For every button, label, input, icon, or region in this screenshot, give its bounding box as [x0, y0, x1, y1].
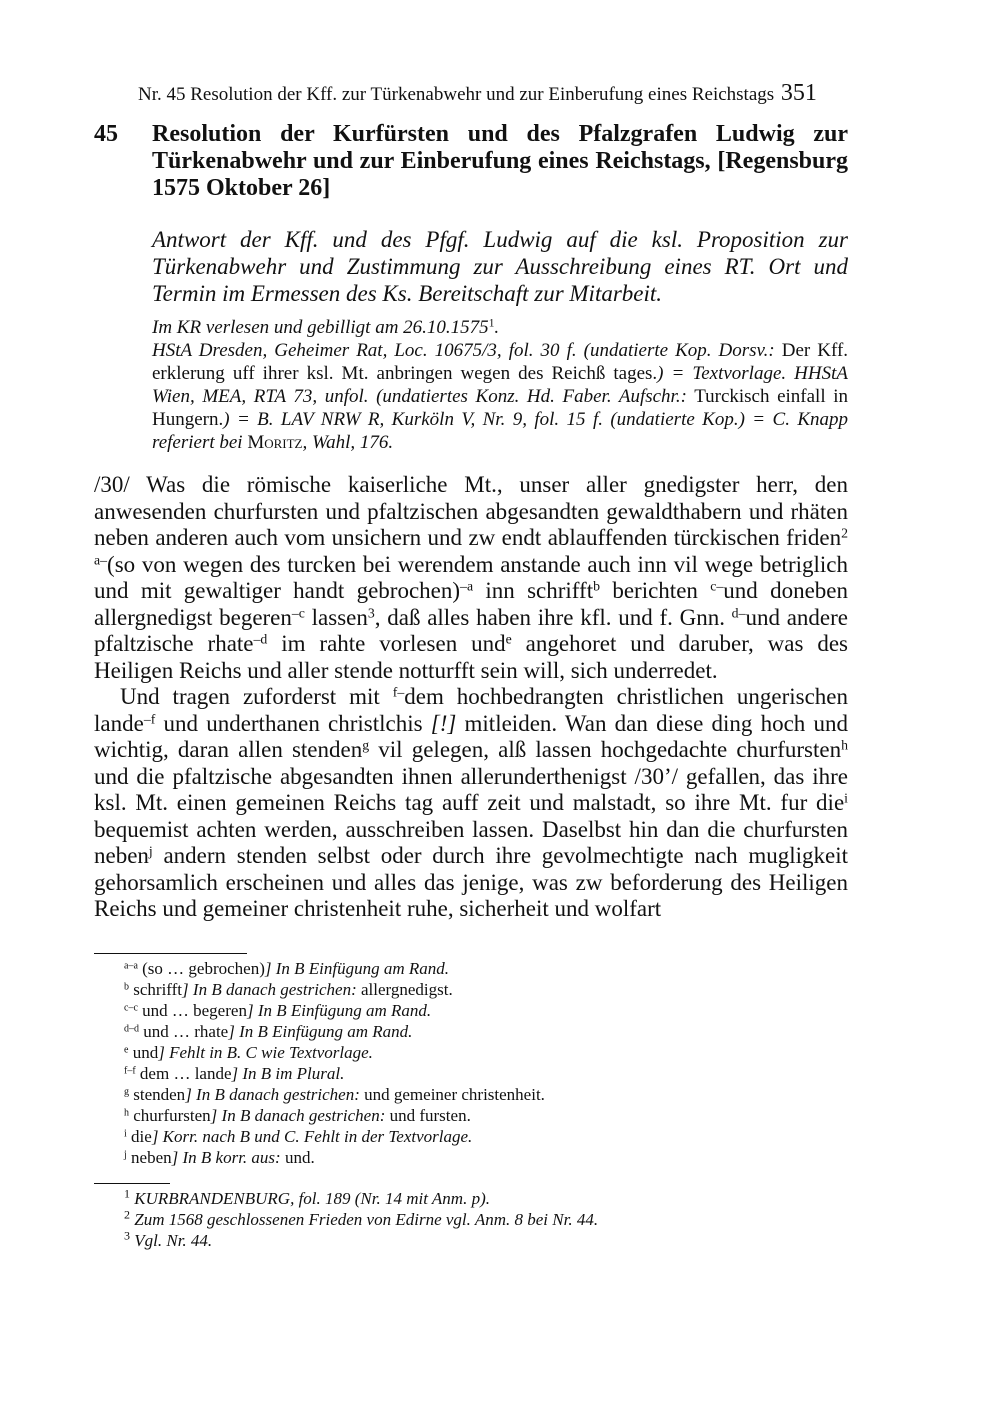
apparatus-note: $^{f-f}$ dem … lande] In B im Plural. [124, 1064, 345, 1083]
apparatus-note: $^{c-c}$ und … begeren] In B Einfügung am Rand. [124, 1001, 432, 1020]
apparatus-mark: i [844, 790, 848, 806]
footnote-ref: 2 [841, 525, 848, 541]
apparatus-mark: f– [392, 684, 405, 700]
page-number: 351 [780, 80, 817, 106]
text-apparatus [124, 958, 848, 1168]
apparatus-mark: b [593, 578, 601, 594]
footnote-rule [94, 1183, 170, 1184]
footnote: $^2$ Zum 1568 geschlossenen Frieden von Edirne vgl. Anm. 8 bei Nr. 44. [124, 1207, 599, 1229]
apparatus-mark: h [841, 737, 848, 753]
apparatus-mark: –a [460, 578, 474, 594]
paragraph-1: /30/ Was die römische kaiserliche Mt., unser aller gnedigster herr, den anwesenden churfursten und pfaltzischen abgesandten gewaldthabern und rhäten neben anderen auch vom unsichern und zw endt ablauffenden türckischen friden$^2$ $^{a-}$(so von wegen des turcken bei werendem anstande auch inn vil wege betriglich und mit gewaltiger handt gebrochen)$^{-a}$ inn schrifft$^b$ berichten $^{c-}$und doneben allergnedigst begeren$^{-c}$ lassen$^3$, daß alles haben ihre kfl. und f. Gnn. $^{d-}$und andere pfaltzische rhate$^{-d}$ im rahte vorlesen und$^e$ angehoret und daruber, was des Heiligen Reichs und aller stende notturfft sein will, sich underredet. [94, 472, 848, 683]
footnotes [124, 1188, 848, 1251]
sic-mark: [!] [430, 710, 457, 736]
apparatus-mark: e [505, 631, 512, 647]
apparatus-note: $^b$ schrifft] In B danach gestrichen: allergnedigst. [124, 980, 453, 999]
running-head-title: Nr. 45 Resolution der Kff. zur Türkenabwehr und zur Einberufung eines Reichstags [138, 84, 775, 105]
footnote-ref: 3 [367, 604, 375, 620]
paragraph-2: Und tragen zuforderst mit $^{f-}$dem hochbedrangten christlichen ungerischen lande$^{-f}$ und underthanen christlchis [!] mitleiden. Wan dan diese ding hoch und wichtig, daran allen stenden$^g$ vil gelegen, alß lassen hochgedachte churfursten$^h$ und die pfaltzische abgesandten ihnen allerunderthenigst /30’/ gefallen, das ihre ksl. Mt. einen gemeinen Reichs tag auff zeit und malstadt, so ihre Mt. fur die$^i$ bequemist achten werden, ausschreiben lassen. Daselbst hin dan die churfursten neben$^j$ andern stenden selbst oder durch ihre gevolmechtigte nach mugligkeit gehorsamlich erscheinen und alles das jenige, was zw beforderung des Heiligen Reichs und gemeiner christenheit ruhe, sicherheit und wolfart [94, 684, 849, 921]
apparatus-note: $^j$ neben] In B korr. aus: und. [124, 1148, 315, 1167]
apparatus-mark: d– [731, 604, 746, 620]
apparatus-note: $^g$ stenden] In B danach gestrichen: und gemeiner christenheit. [124, 1085, 545, 1104]
main-text [94, 472, 848, 923]
document-number: 45 [94, 121, 118, 147]
apparatus-mark: –d [253, 631, 268, 647]
apparatus-mark: –f [143, 710, 156, 726]
apparatus-note: $^{a-a}$ (so … gebrochen)] In B Einfügung am Rand. [124, 959, 450, 978]
regest: Antwort der Kff. und des Pfgf. Ludwig auf die ksl. Proposition zur Türkenabwehr und Zustimmung zur Ausschreibung eines RT. Ort und Termin im Ermessen des Ks. Bereitschaft zur Mitarbeit. [152, 227, 848, 306]
footnote: $^3$ Vgl. Nr. 44. [124, 1228, 213, 1250]
apparatus-note: $^{d-d}$ und … rhate] In B Einfügung am Rand. [124, 1022, 413, 1041]
apparatus-note: $^h$ churfursten] In B danach gestrichen: und fursten. [124, 1106, 471, 1125]
running-head [138, 76, 848, 112]
apparatus-mark: c– [710, 578, 724, 594]
sources-reading-line: Im KR verlesen und gebilligt am 26.10.1575$^1$. [152, 317, 500, 338]
apparatus-mark: –c [291, 604, 305, 620]
apparatus-note: $^e$ und] Fehlt in B. C wie Textvorlage. [124, 1043, 373, 1062]
footnote-ref: 1 [488, 317, 495, 330]
sources-block [152, 316, 848, 454]
apparatus-note: $^i$ die] Korr. nach B und C. Fehlt in der Textvorlage. [124, 1127, 473, 1146]
footnote: $^1$ KURBRANDENBURG, fol. 189 (Nr. 14 mit Anm. p). [124, 1186, 490, 1208]
apparatus-mark: j [148, 843, 153, 859]
document-title: Resolution der Kurfürsten und des Pfalzgrafen Ludwig zur Türkenabwehr und zur Einberufung eines Reichstags, [Regensburg 1575 Oktober 26] [152, 121, 848, 201]
apparatus-mark: a– [94, 551, 108, 567]
apparatus-mark: g [362, 737, 370, 753]
sources-references: HStA Dresden, Geheimer Rat, Loc. 10675/3, fol. 30 f. (undatierte Kop. Dorsv.: Der Kff. erklerung uff ihrer ksl. Mt. anbringen wegen des Reichß tages.) = Textvorlage. HHStA Wien, MEA, RTA 73, unfol. (undatiertes Konz. Hd. Faber. Aufschr.: Turckisch einfall in Hungern.) = B. LAV NRW R, Kurköln V, Nr. 9, fol. 15 f. (undatierte Kop.) = C. Knapp referiert bei Moritz, Wahl, 176. [152, 340, 849, 453]
apparatus-rule [94, 953, 247, 954]
